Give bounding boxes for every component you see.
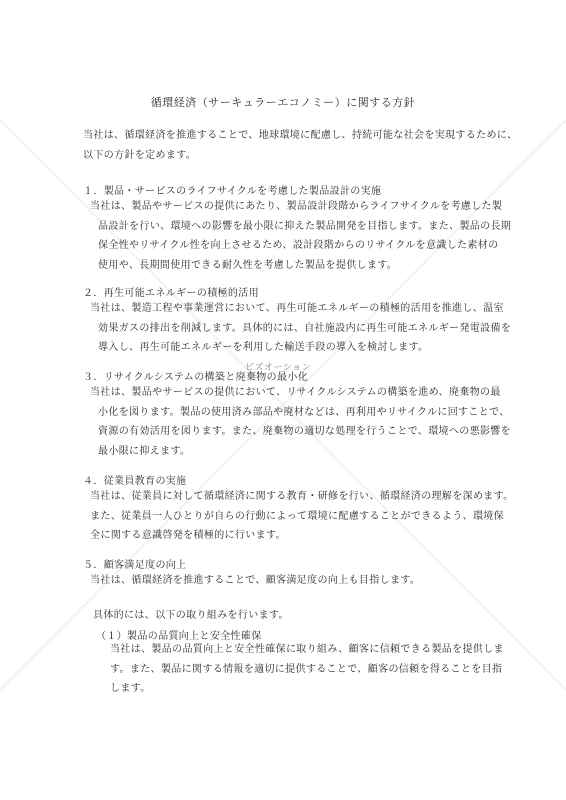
body-line: 全に関する意識啓発を積極的に行います。 [90, 530, 286, 541]
intro-line: 以下の方針を定めます。 [83, 149, 197, 161]
intro-paragraph [83, 126, 518, 165]
body-line: 当社は、製造工程や事業運営において、再生可能エネルギーの積極的活用を推進し、温室 [90, 303, 504, 314]
watermark-text: ビズオーション [245, 363, 312, 373]
section-5-heading: ５．顧客満足度の向上 [83, 560, 187, 571]
body-line: 当社は、循環経済を推進することで、顧客満足度の向上も目指します。 [90, 575, 421, 586]
section-2-body [90, 299, 511, 358]
section-1-body [90, 197, 511, 275]
body-line: 導入し、再生可能エネルギーを利用した輸送手段の導入を検討します。 [98, 342, 429, 353]
body-line: 効果ガスの排出を削減します。具体的には、自社施設内に再生可能エネルギー発電設備を [98, 322, 512, 334]
body-line: す。また、製品に関する情報を適切に提供することで、顧客の信頼を得ることを目指 [110, 663, 503, 675]
body-line: 保全性やリサイクル性を向上させるため、設計段階からのリサイクルを意識した素材の [98, 240, 499, 251]
body-line: 当社は、製品の品質向上と安全性確保に取り組み、顧客に信頼できる製品を提供しま [110, 644, 504, 655]
document-title: 循環経済（サーキュラーエコノミー）に関する方針 [150, 96, 416, 109]
section-4-body [90, 487, 514, 546]
intro-line: 当社は、循環経済を推進することで、地球環境に配慮し、持続可能な社会を実現するために、 [83, 130, 518, 141]
body-line: 当社は、従業員に対して循環経済に関する教育・研修を行い、循環経済の理解を深めます。 [90, 491, 514, 502]
body-line: 品設計を行い、環境への影響を最小限に抑えた製品開発を目指します。また、製品の長期 [98, 220, 512, 232]
section-2-heading: ２．再生可能エネルギーの積極的活用 [83, 288, 259, 299]
body-line: 最小限に抑えます。 [98, 445, 191, 457]
section-5-body [90, 571, 420, 591]
section-4-heading: ４．従業員教育の実施 [83, 476, 187, 487]
body-line: します。 [110, 683, 151, 694]
body-line: 資源の有効活用を図ります。また、廃棄物の適切な処理を行うことで、環境への悪影響を [98, 426, 511, 437]
subsection-1-heading: （１）製品の品質向上と安全性確保 [96, 631, 262, 642]
section-3-body [90, 383, 511, 461]
section-3-heading: ３．リサイクルシステムの構築と廃棄物の最小化 [83, 372, 309, 383]
specifics-intro: 具体的には、以下の取り組みを行います。 [93, 610, 289, 621]
body-line: 小化を図ります。製品の使用済み部品や廃材などは、再利用やリサイクルに回すことで、 [98, 406, 510, 418]
section-1-heading: １．製品・サービスのライフサイクルを考慮した製品設計の実施 [83, 186, 382, 197]
body-line: 当社は、製品やサービスの提供において、リサイクルシステムの構築を進め、廃棄物の最 [90, 387, 501, 398]
body-line: 当社は、製品やサービスの提供にあたり、製品設計段階からライフサイクルを考慮した製 [90, 201, 503, 212]
body-line: 使用や、長期間使用できる耐久性を考慮した製品を提供します。 [98, 259, 398, 271]
body-line: また、従業員一人ひとりが自らの行動によって環境に配慮することができるよう、環境保 [90, 510, 504, 522]
subsection-1-body [110, 640, 504, 699]
